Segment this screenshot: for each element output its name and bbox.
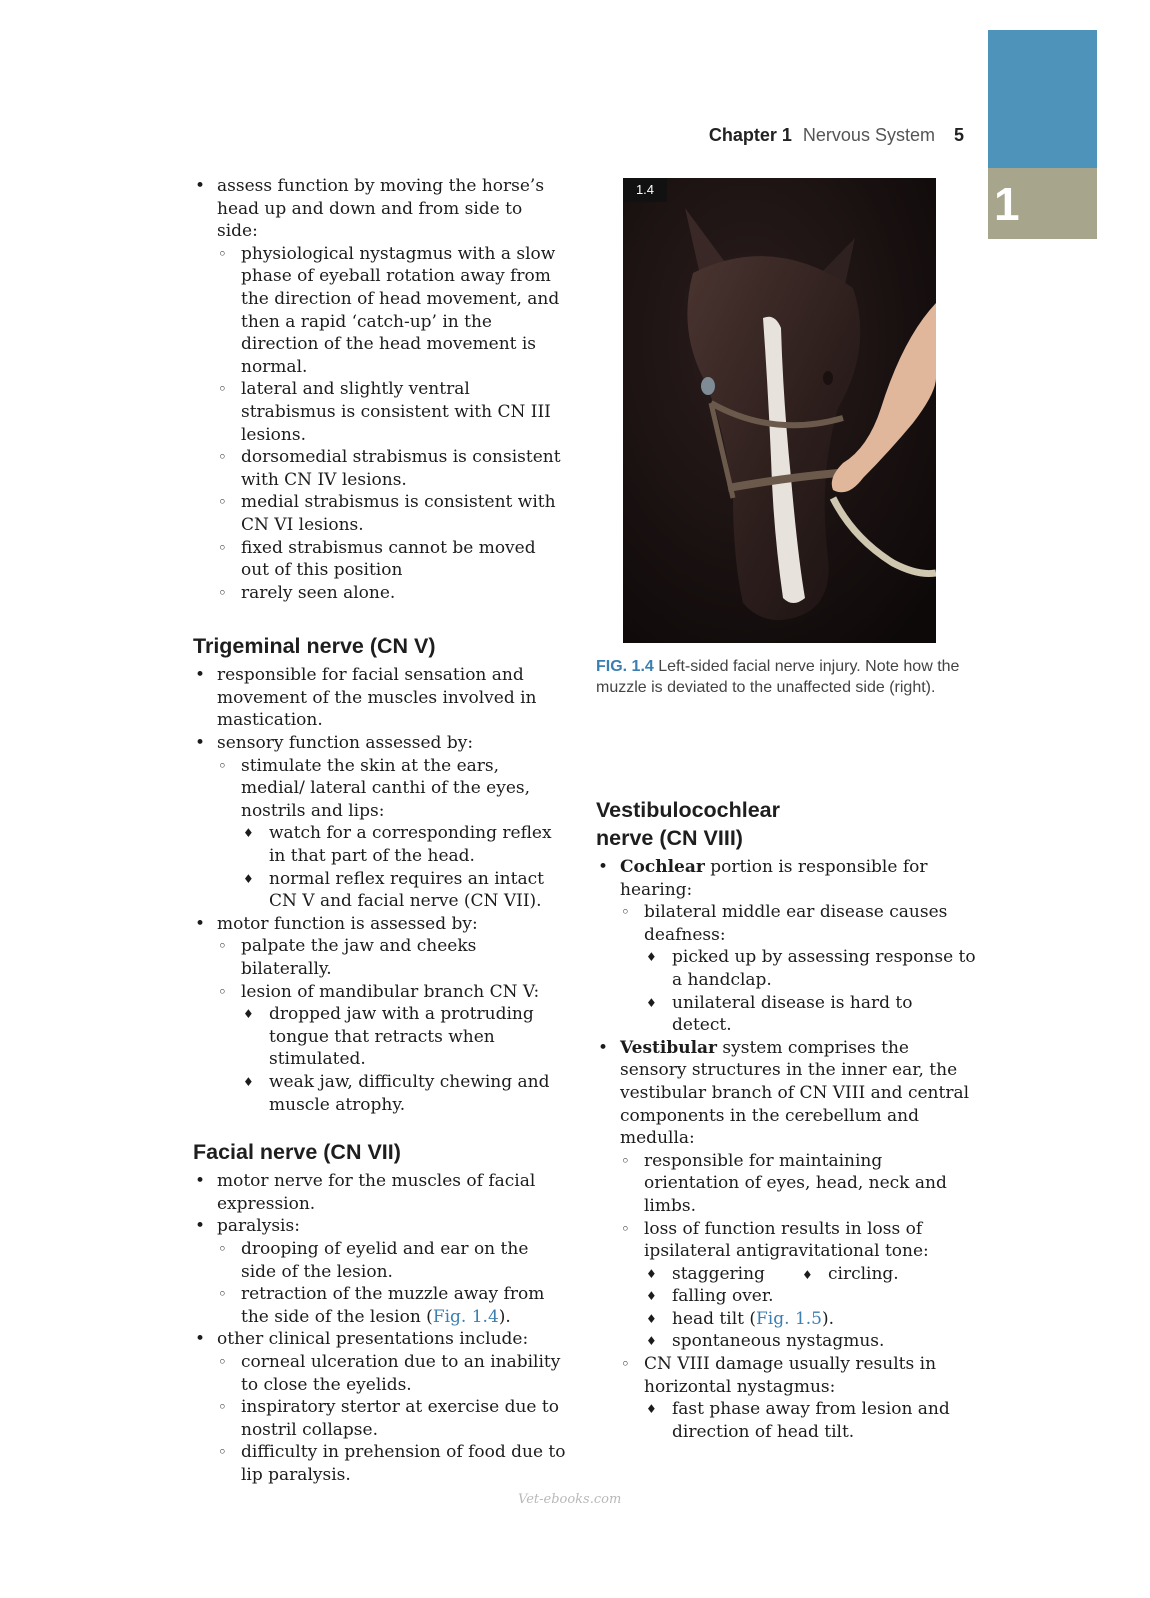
list-item-text: assess function by moving the horse’s head up and down and from side to side: [217, 176, 545, 242]
list-item-text: motor function is assessed by: [217, 913, 478, 934]
list-item: ◦ inspiratory stertor at exercise due to nostril collapse. [217, 1396, 568, 1441]
list-item [193, 913, 568, 1116]
list-item-text: system comprises the sensory structures in the inner ear, the vestibular branch of CN VIII and central components in the cerebellum and medulla: [620, 1037, 970, 1149]
list-item-text: head tilt ( [672, 1308, 757, 1329]
list-item [217, 981, 568, 1117]
section-title: Nervous System [802, 125, 935, 145]
list-item-text: sensory function assessed by: [217, 733, 474, 754]
list-item-text: loss of function results in loss of ipsilateral antigravitational tone: [644, 1218, 929, 1262]
list-item-text: stimulate the skin at the ears, medial/ lateral canthi of the eyes, nostrils and lips: [241, 755, 531, 821]
list-item [217, 1283, 568, 1328]
list-item-text: staggering [672, 1263, 765, 1284]
left-column [193, 175, 568, 1486]
right-column [596, 796, 976, 1443]
figure-label: 1.4 [623, 178, 667, 202]
chapter-tab-blue [988, 30, 1097, 168]
list-item-text: retraction of the muzzle away from the side of the lesion ( [241, 1284, 545, 1327]
caption-number: FIG. 1.4 [596, 658, 654, 675]
list-item-text: ♦ circling. [802, 1264, 899, 1284]
trigeminal-heading: Trigeminal nerve (CN V) [193, 634, 436, 659]
list-item [193, 1215, 568, 1328]
list-item: ♦ normal reflex requires an intact CN V and facial nerve (CN VII). [241, 868, 568, 913]
list-item: ♦ falling over. [644, 1285, 976, 1308]
intro-list [193, 175, 568, 604]
bold-term: Vestibular [620, 1037, 718, 1058]
list-item: ♦ spontaneous nystagmus. [644, 1330, 976, 1353]
list-item: • motor nerve for the muscles of facial expression. [193, 1170, 568, 1215]
heading-line: nerve (CN VIII) [596, 826, 743, 850]
list-item [596, 1037, 976, 1444]
caption-text: Left-sided facial nerve injury. Note how the muzzle is deviated to the unaffected side (right). [596, 658, 960, 696]
chapter-tab-number: 1 [994, 178, 1020, 230]
list-item: ◦ difficulty in prehension of food due to lip paralysis. [217, 1441, 568, 1486]
list-item: ◦ medial strabismus is consistent with CN VI lesions. [217, 491, 568, 536]
list-item-text: ). [498, 1306, 511, 1327]
vestibulocochlear-list [596, 856, 976, 1443]
list-item: ◦ fixed strabismus cannot be moved out of this position [217, 537, 568, 582]
list-item [620, 1218, 976, 1354]
list-item [620, 901, 976, 1037]
list-item [620, 1353, 976, 1443]
fig-1-4-link[interactable]: Fig. 1.4 [432, 1306, 499, 1327]
horse-illustration [623, 178, 936, 643]
list-item-text: bilateral middle ear disease causes deafness: [644, 902, 948, 945]
list-item-text: portion is responsible for hearing: [620, 857, 928, 900]
chapter-label: Chapter 1 [708, 125, 792, 145]
figure-caption [596, 656, 976, 698]
list-item: ♦ weak jaw, difficulty chewing and muscle atrophy. [241, 1071, 568, 1116]
watermark: Vet-ebooks.com [518, 1492, 622, 1507]
list-item: ◦ dorsomedial strabismus is consistent with CN IV lesions. [217, 446, 568, 491]
list-item: ◦ responsible for maintaining orientation of eyes, head, neck and limbs. [620, 1150, 976, 1218]
list-item: ♦ unilateral disease is hard to detect. [644, 992, 976, 1037]
list-item: ◦ lateral and slightly ventral strabismus is consistent with CN III lesions. [217, 378, 568, 446]
list-item-text: ). [821, 1308, 835, 1329]
list-item: ♦ picked up by assessing response to a handclap. [644, 946, 976, 991]
list-item: ◦ corneal ulceration due to an inability to close the eyelids. [217, 1351, 568, 1396]
bold-term: Cochlear [620, 857, 705, 877]
list-item: ◦ drooping of eyelid and ear on the side of the lesion. [217, 1238, 568, 1283]
trigeminal-list [193, 664, 568, 1116]
list-item: • responsible for facial sensation and movement of the muscles involved in mastication. [193, 664, 568, 732]
list-item [596, 856, 976, 1037]
figure-horse-photo [623, 178, 936, 643]
list-item-text: lesion of mandibular branch CN V: [241, 981, 540, 1002]
heading-line: Vestibulocochlear [596, 798, 781, 822]
running-head [709, 125, 964, 146]
list-item: ♦ dropped jaw with a protruding tongue that retracts when stimulated. [241, 1003, 568, 1071]
page-number: 5 [953, 125, 964, 145]
list-item: ♦ watch for a corresponding reflex in that part of the head. [241, 822, 568, 867]
list-item [644, 1263, 976, 1286]
list-item: ◦ rarely seen alone. [217, 582, 568, 605]
list-item: ◦ physiological nystagmus with a slow phase of eyeball rotation away from the direction of head movement, and then a rapid ‘catch-up’ in the direction of the head movement is normal. [217, 243, 568, 379]
facial-heading: Facial nerve (CN VII) [193, 1140, 401, 1165]
list-item [193, 1328, 568, 1486]
vestibulocochlear-heading [596, 796, 976, 852]
facial-list [193, 1170, 568, 1486]
list-item-text: paralysis: [217, 1216, 300, 1237]
list-item: ◦ palpate the jaw and cheeks bilaterally. [217, 935, 568, 980]
fig-1-5-link[interactable]: Fig. 1.5 [756, 1308, 822, 1329]
list-item-text: other clinical presentations include: [217, 1329, 529, 1350]
list-item [644, 1308, 976, 1331]
list-item-text: CN VIII damage usually results in horizontal nystagmus: [644, 1354, 937, 1397]
list-item: ♦ fast phase away from lesion and direction of head tilt. [644, 1398, 976, 1443]
list-item [217, 755, 568, 913]
list-item [193, 175, 568, 604]
list-item [193, 732, 568, 913]
